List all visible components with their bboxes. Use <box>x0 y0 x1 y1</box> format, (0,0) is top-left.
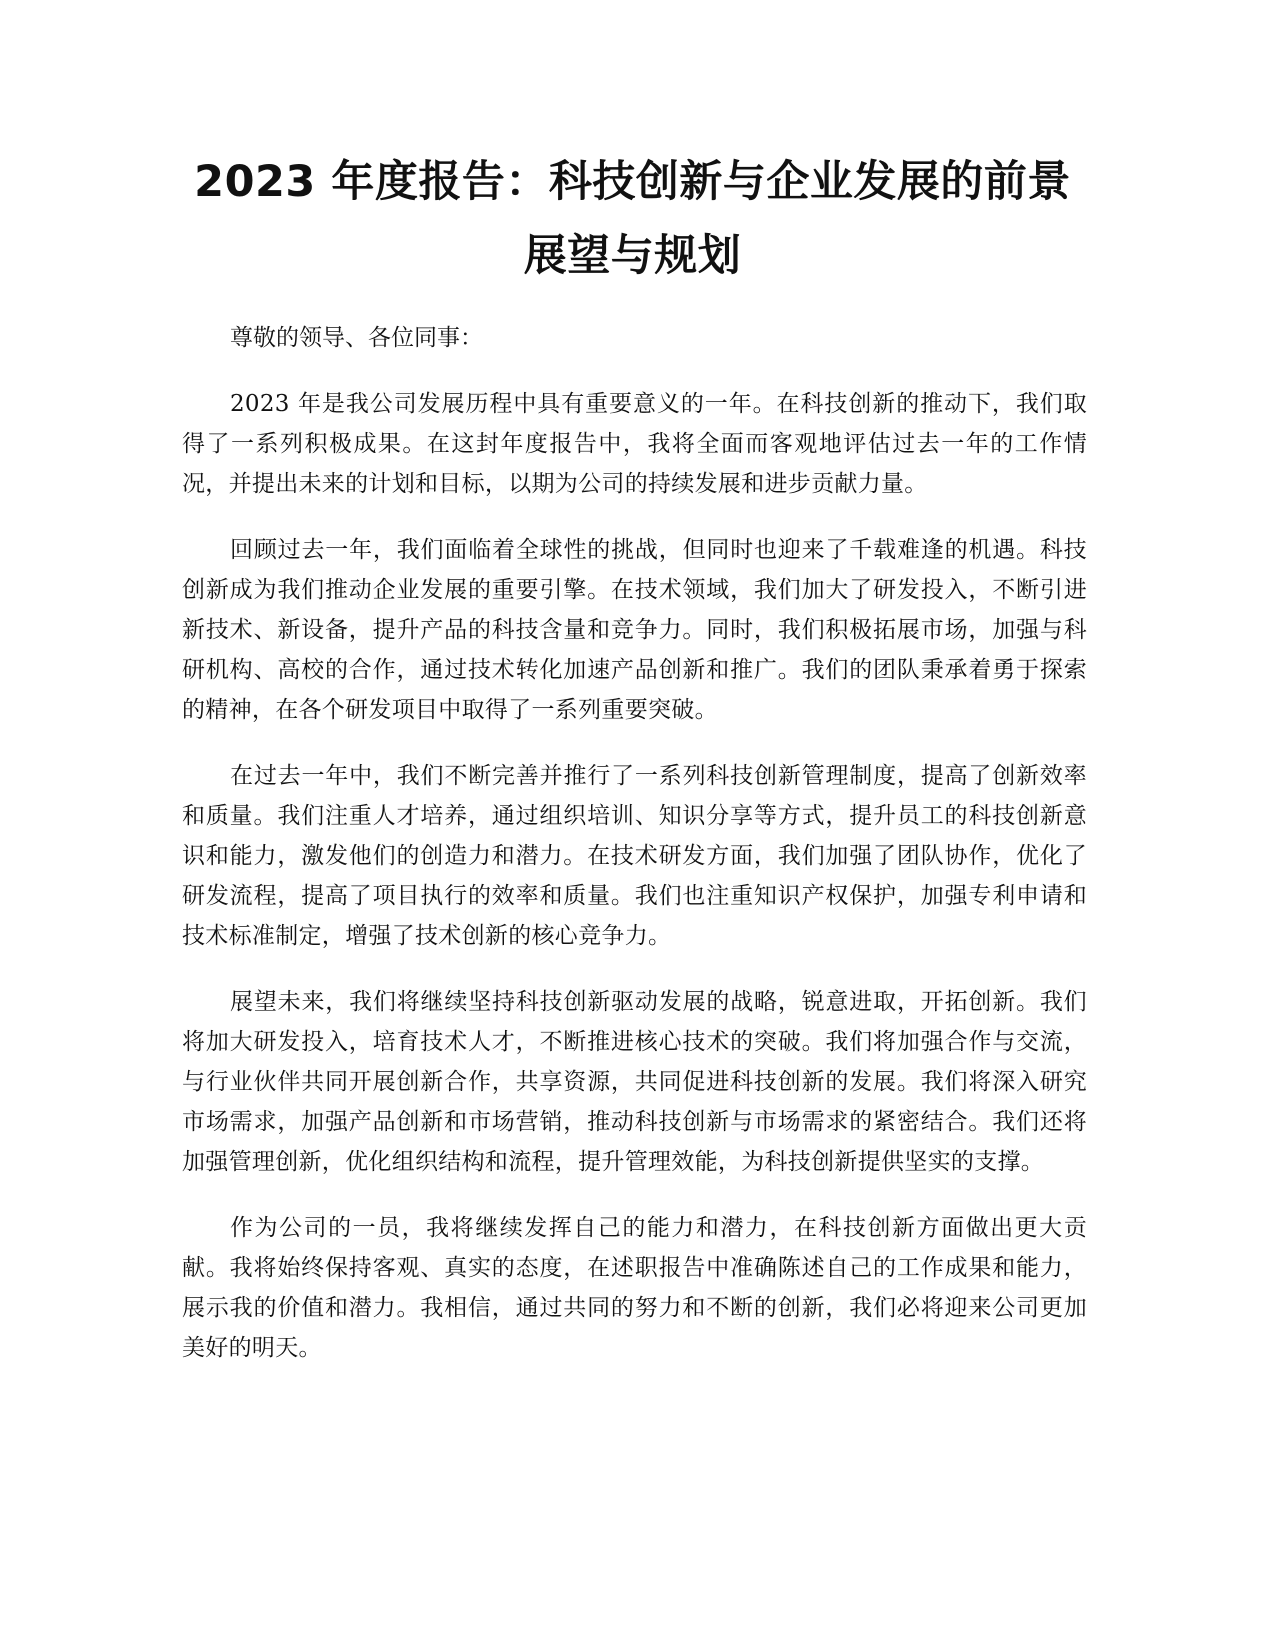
paragraph-1: 2023 年是我公司发展历程中具有重要意义的一年。在科技创新的推动下，我们取得了一系列积极成果。在这封年度报告中，我将全面而客观地评估过去一年的工作情况，并提出未来的计划和目标，以期为公司的持续发展和进步贡献力量。 <box>182 391 1087 497</box>
paragraph-4: 展望未来，我们将继续坚持科技创新驱动发展的战略，锐意进取，开拓创新。我们将加大研发投入，培育技术人才，不断推进核心技术的突破。我们将加强合作与交流，与行业伙伴共同开展创新合作，共享资源，共同促进科技创新的发展。我们将深入研究市场需求，加强产品创新和市场营销，推动科技创新与市场需求的紧密结合。我们还将加强管理创新，优化组织结构和流程，提升管理效能，为科技创新提供坚实的支撑。 <box>182 989 1087 1175</box>
document-body <box>182 318 1087 1394</box>
paragraph-2: 回顾过去一年，我们面临着全球性的挑战，但同时也迎来了千载难逢的机遇。科技创新成为我们推动企业发展的重要引擎。在技术领域，我们加大了研发投入，不断引进新技术、新设备，提升产品的科技含量和竞争力。同时，我们积极拓展市场，加强与科研机构、高校的合作，通过技术转化加速产品创新和推广。我们的团队秉承着勇于探索的精神，在各个研发项目中取得了一系列重要突破。 <box>182 537 1087 723</box>
salutation: 尊敬的领导、各位同事： <box>230 325 483 351</box>
paragraph-3: 在过去一年中，我们不断完善并推行了一系列科技创新管理制度，提高了创新效率和质量。我们注重人才培养，通过组织培训、知识分享等方式，提升员工的科技创新意识和能力，激发他们的创造力和潜力。在技术研发方面，我们加强了团队协作，优化了研发流程，提高了项目执行的效率和质量。我们也注重知识产权保护，加强专利申请和技术标准制定，增强了技术创新的核心竞争力。 <box>182 763 1087 949</box>
document-title: 2023 年度报告：科技创新与企业发展的前景展望与规划 <box>194 157 1071 281</box>
paragraph-5: 作为公司的一员，我将继续发挥自己的能力和潜力，在科技创新方面做出更大贡献。我将始终保持客观、真实的态度，在述职报告中准确陈述自己的工作成果和能力，展示我的价值和潜力。我相信，通过共同的努力和不断的创新，我们必将迎来公司更加美好的明天。 <box>182 1215 1087 1361</box>
